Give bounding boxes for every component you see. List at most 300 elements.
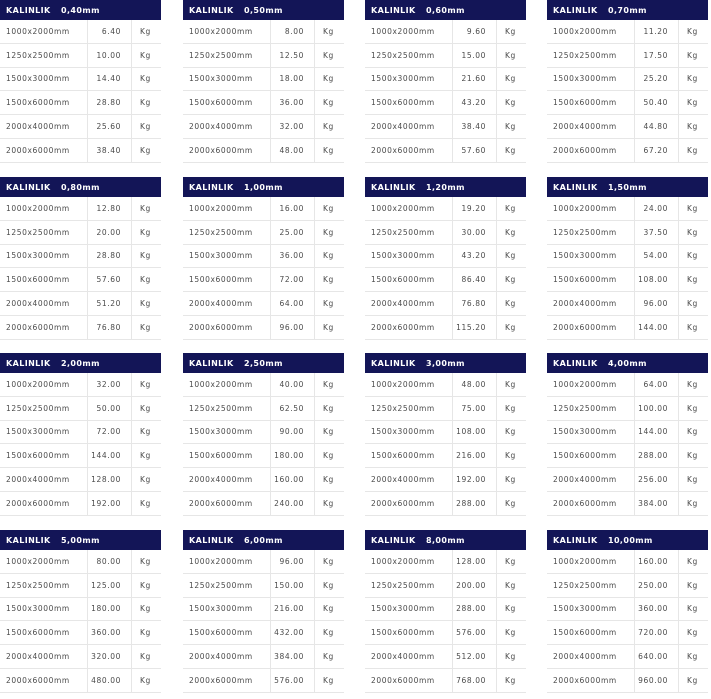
sheet-weight: 128.00 [453, 550, 497, 573]
sheet-weight: 100.00 [635, 397, 679, 420]
weight-unit: Kg [505, 145, 516, 155]
sheet-weight: 8.00 [271, 20, 315, 43]
weight-unit: Kg [505, 322, 516, 332]
table-header [0, 177, 161, 197]
sheet-weight: 30.00 [453, 221, 497, 244]
weight-unit: Kg [505, 604, 516, 614]
sheet-weight: 19.20 [453, 197, 497, 220]
weight-unit: Kg [140, 451, 151, 461]
table-row [365, 421, 526, 445]
table-row [0, 20, 161, 44]
table-row [547, 91, 708, 115]
thickness-table [365, 177, 526, 340]
table-row [547, 316, 708, 340]
table-row [547, 574, 708, 598]
weight-unit: Kg [140, 251, 151, 261]
weight-unit: Kg [687, 451, 698, 461]
sheet-weight: 57.60 [88, 268, 132, 291]
sheet-weight: 512.00 [453, 645, 497, 668]
sheet-dimension: 1250x2500mm [183, 397, 271, 420]
table-row [547, 492, 708, 516]
sheet-dimension: 1250x2500mm [0, 574, 88, 597]
sheet-dimension: 1000x2000mm [365, 20, 453, 43]
table-row [547, 421, 708, 445]
weight-unit: Kg [140, 580, 151, 590]
sheet-dimension: 1000x2000mm [547, 373, 635, 396]
weight-unit: Kg [687, 74, 698, 84]
weight-unit: Kg [323, 145, 334, 155]
sheet-weight: 15.00 [453, 44, 497, 67]
table-row [547, 468, 708, 492]
table-row [183, 268, 344, 292]
sheet-dimension: 1000x2000mm [547, 20, 635, 43]
table-row [547, 245, 708, 269]
weight-unit: Kg [140, 628, 151, 638]
table-row [183, 91, 344, 115]
sheet-dimension: 2000x6000mm [547, 139, 635, 162]
sheet-dimension: 1500x3000mm [365, 421, 453, 444]
sheet-weight: 43.20 [453, 245, 497, 268]
table-row [365, 68, 526, 92]
sheet-weight: 6.40 [88, 20, 132, 43]
table-row [365, 645, 526, 669]
table-header [365, 0, 526, 20]
sheet-weight: 115.20 [453, 316, 497, 339]
sheet-weight: 20.00 [88, 221, 132, 244]
sheet-dimension: 1500x3000mm [547, 245, 635, 268]
sheet-weight: 960.00 [635, 669, 679, 692]
table-row [0, 221, 161, 245]
sheet-weight: 384.00 [271, 645, 315, 668]
weight-unit: Kg [505, 203, 516, 213]
sheet-weight: 48.00 [453, 373, 497, 396]
thickness-value: 4,00mm [608, 358, 647, 368]
weight-unit: Kg [323, 580, 334, 590]
sheet-weight: 480.00 [88, 669, 132, 692]
table-header [365, 177, 526, 197]
weight-unit: Kg [140, 403, 151, 413]
sheet-dimension: 2000x4000mm [547, 115, 635, 138]
thickness-value: 0,40mm [61, 5, 100, 15]
table-row [183, 316, 344, 340]
table-header [183, 177, 344, 197]
table-row [183, 197, 344, 221]
weight-unit: Kg [323, 98, 334, 108]
sheet-dimension: 1500x3000mm [365, 598, 453, 621]
table-row [365, 44, 526, 68]
sheet-weight: 51.20 [88, 292, 132, 315]
sheet-weight: 14.40 [88, 68, 132, 91]
weight-unit: Kg [505, 580, 516, 590]
sheet-weight: 96.00 [271, 550, 315, 573]
table-row [365, 492, 526, 516]
sheet-dimension: 2000x6000mm [183, 492, 271, 515]
thickness-table [0, 530, 161, 693]
weight-unit: Kg [687, 604, 698, 614]
thickness-value: 2,50mm [244, 358, 283, 368]
sheet-dimension: 2000x6000mm [547, 669, 635, 692]
sheet-weight: 9.60 [453, 20, 497, 43]
sheet-weight: 384.00 [635, 492, 679, 515]
weight-unit: Kg [323, 322, 334, 332]
weight-unit: Kg [323, 451, 334, 461]
sheet-dimension: 1000x2000mm [365, 197, 453, 220]
table-row [0, 468, 161, 492]
sheet-dimension: 1500x3000mm [0, 68, 88, 91]
weight-unit: Kg [505, 403, 516, 413]
table-header [183, 530, 344, 550]
table-header [547, 177, 708, 197]
weight-unit: Kg [323, 275, 334, 285]
thickness-label: KALINLIK [371, 182, 416, 192]
sheet-dimension: 2000x4000mm [365, 292, 453, 315]
sheet-weight: 36.00 [271, 245, 315, 268]
thickness-value: 5,00mm [61, 535, 100, 545]
thickness-value: 1,50mm [608, 182, 647, 192]
table-row [547, 621, 708, 645]
thickness-value: 0,80mm [61, 182, 100, 192]
table-header [365, 353, 526, 373]
weight-unit: Kg [687, 98, 698, 108]
sheet-dimension: 1500x6000mm [547, 91, 635, 114]
table-row [0, 645, 161, 669]
table-row [0, 574, 161, 598]
table-row [183, 444, 344, 468]
sheet-dimension: 1500x6000mm [365, 444, 453, 467]
thickness-label: KALINLIK [371, 535, 416, 545]
sheet-dimension: 1000x2000mm [0, 550, 88, 573]
table-row [547, 598, 708, 622]
table-row [365, 292, 526, 316]
sheet-dimension: 2000x6000mm [183, 139, 271, 162]
sheet-dimension: 1500x6000mm [183, 91, 271, 114]
sheet-weight: 11.20 [635, 20, 679, 43]
thickness-label: KALINLIK [6, 358, 51, 368]
table-row [0, 669, 161, 693]
sheet-weight: 25.60 [88, 115, 132, 138]
table-row [0, 444, 161, 468]
table-row [547, 44, 708, 68]
table-row [0, 421, 161, 445]
sheet-dimension: 1000x2000mm [183, 373, 271, 396]
sheet-weight: 50.00 [88, 397, 132, 420]
sheet-dimension: 2000x6000mm [547, 316, 635, 339]
sheet-weight: 216.00 [453, 444, 497, 467]
sheet-dimension: 1250x2500mm [183, 44, 271, 67]
thickness-label: KALINLIK [553, 5, 598, 15]
table-header [547, 0, 708, 20]
weight-unit: Kg [140, 145, 151, 155]
sheet-weight: 96.00 [271, 316, 315, 339]
table-row [365, 139, 526, 163]
table-row [0, 44, 161, 68]
weight-unit: Kg [140, 275, 151, 285]
table-row [547, 115, 708, 139]
sheet-dimension: 2000x4000mm [0, 292, 88, 315]
sheet-dimension: 1500x6000mm [547, 621, 635, 644]
sheet-dimension: 1500x3000mm [365, 245, 453, 268]
sheet-dimension: 2000x4000mm [547, 468, 635, 491]
sheet-dimension: 2000x4000mm [365, 645, 453, 668]
sheet-dimension: 1500x6000mm [0, 444, 88, 467]
weight-unit: Kg [323, 379, 334, 389]
table-row [547, 373, 708, 397]
sheet-dimension: 1500x3000mm [547, 421, 635, 444]
weight-unit: Kg [323, 50, 334, 60]
weight-unit: Kg [687, 203, 698, 213]
weight-unit: Kg [505, 299, 516, 309]
table-row [0, 316, 161, 340]
table-row [365, 550, 526, 574]
sheet-dimension: 2000x4000mm [0, 115, 88, 138]
sheet-dimension: 2000x6000mm [183, 669, 271, 692]
weight-unit: Kg [687, 403, 698, 413]
sheet-dimension: 2000x4000mm [547, 292, 635, 315]
sheet-dimension: 1000x2000mm [0, 373, 88, 396]
sheet-dimension: 1000x2000mm [0, 197, 88, 220]
weight-unit: Kg [505, 652, 516, 662]
weight-unit: Kg [505, 556, 516, 566]
thickness-value: 3,00mm [426, 358, 465, 368]
thickness-value: 1,20mm [426, 182, 465, 192]
table-row [365, 221, 526, 245]
sheet-dimension: 1500x3000mm [183, 421, 271, 444]
sheet-dimension: 1000x2000mm [547, 197, 635, 220]
weight-unit: Kg [140, 299, 151, 309]
thickness-table [547, 177, 708, 340]
sheet-weight: 24.00 [635, 197, 679, 220]
sheet-dimension: 1250x2500mm [365, 44, 453, 67]
table-row [183, 621, 344, 645]
thickness-table [365, 530, 526, 693]
sheet-weight: 44.80 [635, 115, 679, 138]
sheet-dimension: 1500x3000mm [0, 421, 88, 444]
sheet-dimension: 2000x6000mm [183, 316, 271, 339]
sheet-dimension: 1500x3000mm [365, 68, 453, 91]
thickness-table [0, 177, 161, 340]
sheet-weight: 256.00 [635, 468, 679, 491]
sheet-weight: 90.00 [271, 421, 315, 444]
table-row [183, 574, 344, 598]
table-header [547, 353, 708, 373]
sheet-weight: 160.00 [635, 550, 679, 573]
weight-unit: Kg [323, 227, 334, 237]
sheet-weight: 10.00 [88, 44, 132, 67]
sheet-dimension: 2000x6000mm [0, 492, 88, 515]
weight-unit: Kg [140, 98, 151, 108]
weight-unit: Kg [140, 498, 151, 508]
sheet-dimension: 1500x6000mm [0, 268, 88, 291]
sheet-dimension: 1500x3000mm [0, 245, 88, 268]
table-row [0, 598, 161, 622]
sheet-dimension: 1500x3000mm [183, 68, 271, 91]
sheet-dimension: 2000x6000mm [0, 669, 88, 692]
sheet-weight: 67.20 [635, 139, 679, 162]
sheet-weight: 144.00 [635, 421, 679, 444]
sheet-dimension: 1250x2500mm [183, 221, 271, 244]
weight-unit: Kg [505, 379, 516, 389]
sheet-dimension: 1250x2500mm [547, 397, 635, 420]
sheet-weight: 96.00 [635, 292, 679, 315]
sheet-dimension: 2000x4000mm [0, 645, 88, 668]
sheet-dimension: 1250x2500mm [0, 221, 88, 244]
weight-unit: Kg [687, 652, 698, 662]
sheet-weight: 720.00 [635, 621, 679, 644]
sheet-weight: 125.00 [88, 574, 132, 597]
table-row [183, 20, 344, 44]
sheet-dimension: 1250x2500mm [0, 44, 88, 67]
sheet-dimension: 1500x3000mm [547, 68, 635, 91]
sheet-weight: 200.00 [453, 574, 497, 597]
weight-unit: Kg [505, 628, 516, 638]
sheet-weight: 40.00 [271, 373, 315, 396]
sheet-dimension: 1500x3000mm [183, 598, 271, 621]
weight-unit: Kg [323, 475, 334, 485]
sheet-dimension: 2000x4000mm [183, 292, 271, 315]
sheet-weight: 38.40 [88, 139, 132, 162]
table-row [0, 292, 161, 316]
thickness-label: KALINLIK [189, 358, 234, 368]
weight-unit: Kg [687, 628, 698, 638]
table-row [0, 621, 161, 645]
sheet-weight: 144.00 [88, 444, 132, 467]
thickness-label: KALINLIK [6, 182, 51, 192]
sheet-weight: 28.80 [88, 91, 132, 114]
weight-unit: Kg [505, 74, 516, 84]
thickness-table [365, 0, 526, 163]
thickness-value: 8,00mm [426, 535, 465, 545]
table-row [0, 91, 161, 115]
thickness-table [0, 353, 161, 516]
sheet-weight: 62.50 [271, 397, 315, 420]
thickness-label: KALINLIK [189, 535, 234, 545]
sheet-weight: 108.00 [635, 268, 679, 291]
thickness-value: 1,00mm [244, 182, 283, 192]
thickness-value: 6,00mm [244, 535, 283, 545]
weight-unit: Kg [323, 122, 334, 132]
table-row [365, 373, 526, 397]
weight-unit: Kg [323, 556, 334, 566]
weight-unit: Kg [140, 122, 151, 132]
sheet-weight: 57.60 [453, 139, 497, 162]
table-row [365, 197, 526, 221]
table-row [547, 397, 708, 421]
sheet-weight: 576.00 [453, 621, 497, 644]
sheet-weight: 250.00 [635, 574, 679, 597]
weight-unit: Kg [140, 227, 151, 237]
sheet-dimension: 1000x2000mm [547, 550, 635, 573]
sheet-weight: 64.00 [635, 373, 679, 396]
sheet-dimension: 2000x4000mm [183, 115, 271, 138]
weight-unit: Kg [687, 427, 698, 437]
sheet-weight: 160.00 [271, 468, 315, 491]
sheet-dimension: 1500x3000mm [183, 245, 271, 268]
sheet-dimension: 2000x6000mm [0, 316, 88, 339]
sheet-dimension: 1000x2000mm [183, 550, 271, 573]
weight-unit: Kg [687, 299, 698, 309]
sheet-dimension: 2000x6000mm [365, 492, 453, 515]
sheet-weight: 128.00 [88, 468, 132, 491]
sheet-weight: 72.00 [88, 421, 132, 444]
sheet-dimension: 2000x4000mm [547, 645, 635, 668]
thickness-label: KALINLIK [553, 182, 598, 192]
weight-unit: Kg [323, 251, 334, 261]
sheet-weight: 76.80 [88, 316, 132, 339]
thickness-label: KALINLIK [371, 358, 416, 368]
weight-unit: Kg [323, 203, 334, 213]
table-row [365, 115, 526, 139]
thickness-table [547, 530, 708, 693]
weight-unit: Kg [323, 427, 334, 437]
table-row [0, 245, 161, 269]
weight-unit: Kg [505, 675, 516, 685]
sheet-dimension: 2000x6000mm [547, 492, 635, 515]
table-row [547, 550, 708, 574]
weight-unit: Kg [323, 74, 334, 84]
thickness-label: KALINLIK [371, 5, 416, 15]
table-row [547, 268, 708, 292]
sheet-weight: 72.00 [271, 268, 315, 291]
sheet-dimension: 1250x2500mm [365, 574, 453, 597]
table-row [183, 373, 344, 397]
sheet-dimension: 1500x6000mm [183, 621, 271, 644]
thickness-table [183, 353, 344, 516]
table-row [0, 197, 161, 221]
table-row [365, 574, 526, 598]
sheet-dimension: 1250x2500mm [547, 574, 635, 597]
sheet-dimension: 1500x3000mm [0, 598, 88, 621]
weight-unit: Kg [687, 475, 698, 485]
thickness-label: KALINLIK [553, 358, 598, 368]
sheet-dimension: 1000x2000mm [365, 373, 453, 396]
sheet-dimension: 1250x2500mm [183, 574, 271, 597]
table-row [183, 468, 344, 492]
weight-unit: Kg [505, 427, 516, 437]
sheet-weight: 360.00 [88, 621, 132, 644]
weight-unit: Kg [140, 652, 151, 662]
weight-unit: Kg [140, 604, 151, 614]
sheet-dimension: 1000x2000mm [183, 20, 271, 43]
weight-unit: Kg [505, 475, 516, 485]
table-row [0, 115, 161, 139]
sheet-dimension: 1500x6000mm [183, 268, 271, 291]
weight-unit: Kg [323, 652, 334, 662]
sheet-dimension: 1250x2500mm [0, 397, 88, 420]
table-row [365, 598, 526, 622]
sheet-dimension: 1000x2000mm [183, 197, 271, 220]
weight-unit: Kg [140, 74, 151, 84]
table-header [547, 530, 708, 550]
sheet-weight: 16.00 [271, 197, 315, 220]
table-header [0, 0, 161, 20]
table-row [365, 316, 526, 340]
weight-unit: Kg [505, 498, 516, 508]
sheet-weight: 21.60 [453, 68, 497, 91]
table-row [547, 221, 708, 245]
sheet-weight: 25.00 [271, 221, 315, 244]
weight-unit: Kg [505, 275, 516, 285]
weight-unit: Kg [687, 50, 698, 60]
table-row [365, 444, 526, 468]
weight-unit: Kg [505, 122, 516, 132]
table-row [183, 492, 344, 516]
sheet-weight: 216.00 [271, 598, 315, 621]
weight-unit: Kg [687, 275, 698, 285]
sheet-weight: 288.00 [635, 444, 679, 467]
sheet-dimension: 1250x2500mm [365, 221, 453, 244]
table-row [547, 20, 708, 44]
weight-unit: Kg [687, 556, 698, 566]
